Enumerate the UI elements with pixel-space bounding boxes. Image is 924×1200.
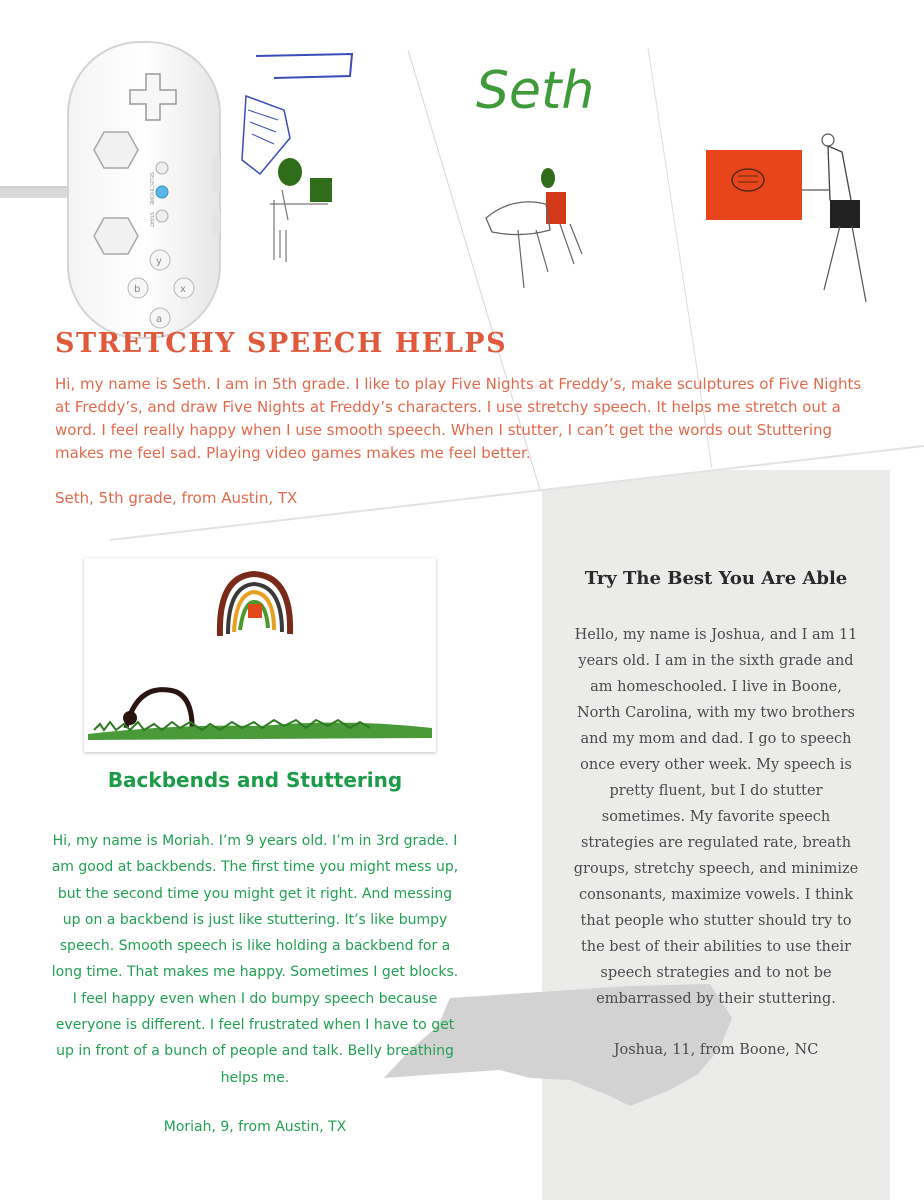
moriah-drawing <box>84 558 436 752</box>
seth-drawing <box>230 40 924 340</box>
home-button-icon <box>156 186 168 198</box>
left-stick-icon <box>94 132 138 168</box>
seth-article-title: STRETCHY SPEECH HELPS <box>55 328 508 359</box>
right-stick-icon <box>94 218 138 254</box>
svg-text:b: b <box>134 284 141 295</box>
moriah-article-body: Hi, my name is Moriah. I’m 9 years old. I’m in 3rd grade. I am good at backbends. The first time you might mess up, but the second time you might get it right. And messing up on a backbend is just like stuttering. It’s like bumpy speech. Smooth speech is like holding a backbend for a long time. That makes me happy. Sometimes I get blocks. I feel happy even when I do bumpy speech because everyone is different. I feel frustrated when I have to get up in front of a bunch of people and talk. Belly breathing helps me. <box>51 833 459 1086</box>
joshua-article-body: Hello, my name is Joshua, and I am 11 years old. I am in the sixth grade and am homeschooled. I live in Boone, North Carolina, with my two brothers and my mom and dad. I go to speech once every other week. My speech is pretty fluent, but I do stutter sometimes. My favorite speech strategies are regulated rate, breath groups, stretchy speech, and minimize consonants, maximize vowels. I think that people who stutter should try to the best of their abilities to use their speech strategies and to not be embarrassed by their stuttering. <box>573 627 859 1007</box>
seth-signature: Seth, 5th grade, from Austin, TX <box>55 489 298 507</box>
joshua-signature: Joshua, 11, from Boone, NC <box>613 1042 819 1058</box>
game-controller-image <box>66 40 226 340</box>
svg-text:y: y <box>156 256 162 267</box>
svg-text:START: START <box>148 212 154 228</box>
seth-article-body: Hi, my name is Seth. I am in 5th grade. I like to play Five Nights at Freddy’s, make sculptures of Five Nights at Freddy’s, and draw Five Nights at Freddy’s characters. I use stretchy speech. It helps me stretch out a word. I feel really happy when I use smooth speech. When I stutter, I can’t get the words out Stuttering makes me feel sad. Playing video games makes me feel better. <box>55 375 862 462</box>
joshua-article-title: Try The Best You Are Able <box>584 568 848 589</box>
svg-text:a: a <box>156 314 163 325</box>
svg-text:SELECT: SELECT <box>148 172 154 191</box>
drawing-name-label: Seth <box>476 61 595 121</box>
moriah-article-title: Backbends and Stuttering <box>107 768 403 792</box>
svg-text:x: x <box>180 284 186 295</box>
moriah-signature: Moriah, 9, from Austin, TX <box>163 1119 347 1135</box>
svg-text:HOME: HOME <box>148 190 154 206</box>
